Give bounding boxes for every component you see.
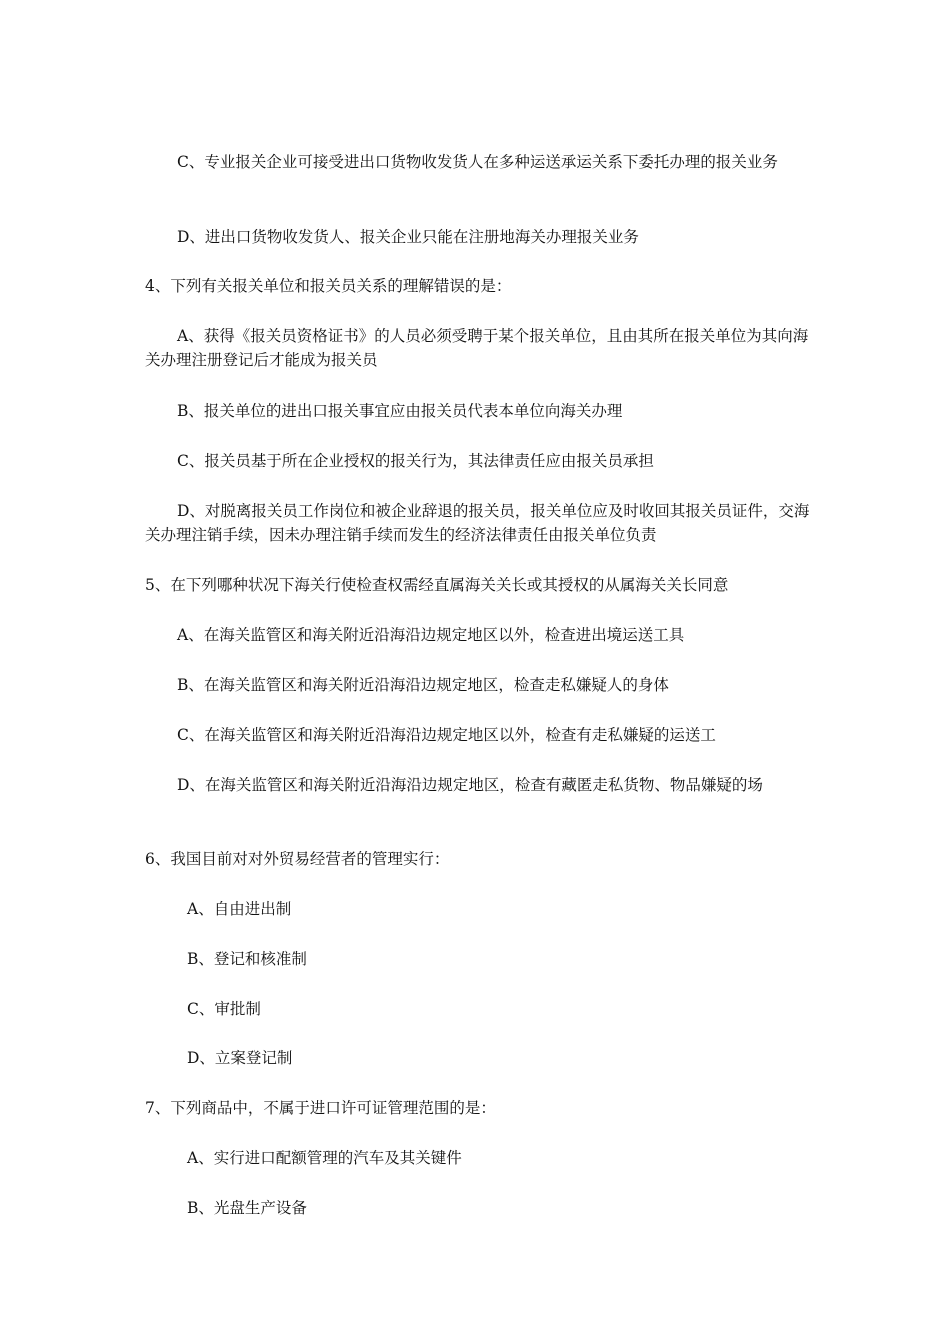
option-a-q6: A、自由进出制 — [187, 900, 292, 918]
option-d-q6: D、立案登记制 — [187, 1049, 293, 1067]
option-c-q4: C、报关员基于所在企业授权的报关行为，其法律责任应由报关员承担 — [177, 452, 654, 470]
option-a-q7: A、实行进口配额管理的汽车及其关键件 — [187, 1149, 462, 1167]
option-b-q5: B、在海关监管区和海关附近沿海沿边规定地区，检查走私嫌疑人的身体 — [177, 676, 669, 694]
option-b-q6: B、登记和核准制 — [187, 950, 307, 968]
option-c-q6: C、审批制 — [187, 1000, 261, 1018]
option-a-q4: A、获得《报关员资格证书》的人员必须受聘于某个报关单位，且由其所在报关单位为其向海关办理注册登记后才能成为报关员 — [145, 327, 809, 369]
option-b-q7: B、光盘生产设备 — [187, 1199, 307, 1217]
option-a-q5: A、在海关监管区和海关附近沿海沿边规定地区以外，检查进出境运送工具 — [177, 626, 685, 644]
option-c-q3: C、专业报关企业可接受进出口货物收发货人在多种运送承运关系下委托办理的报关业务 — [177, 153, 778, 171]
option-d-q5: D、在海关监管区和海关附近沿海沿边规定地区，检查有藏匿走私货物、物品嫌疑的场 — [177, 776, 763, 794]
question-6: 6、我国目前对对外贸易经营者的管理实行： — [145, 850, 450, 868]
question-7: 7、下列商品中，不属于进口许可证管理范围的是： — [145, 1099, 496, 1117]
option-b-q4: B、报关单位的进出口报关事宜应由报关员代表本单位向海关办理 — [177, 402, 623, 420]
question-5: 5、在下列哪种状况下海关行使检查权需经直属海关关长或其授权的从属海关关长同意 — [145, 576, 729, 594]
question-4: 4、下列有关报关单位和报关员关系的理解错误的是： — [145, 277, 512, 295]
option-d-q4: D、对脱离报关员工作岗位和被企业辞退的报关员，报关单位应及时收回其报关员证件，交海关办理注销手续，因未办理注销手续而发生的经济法律责任由报关单位负责 — [145, 502, 810, 544]
option-c-q5: C、在海关监管区和海关附近沿海沿边规定地区以外，检查有走私嫌疑的运送工 — [177, 726, 716, 744]
option-d-q3: D、进出口货物收发货人、报关企业只能在注册地海关办理报关业务 — [177, 228, 639, 246]
